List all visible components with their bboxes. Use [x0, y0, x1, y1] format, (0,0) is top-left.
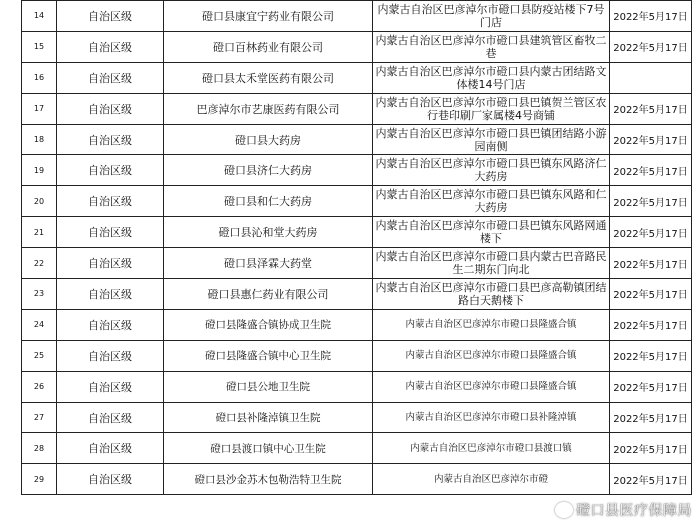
table-row [22, 62, 692, 93]
row-address: 内蒙古自治区巴彦淖尔市磴口县防疫站楼下7号门店 [373, 1, 610, 32]
row-number: 26 [22, 371, 57, 402]
row-number: 22 [22, 248, 57, 279]
row-level: 自治区级 [57, 93, 164, 124]
row-address: 内蒙古自治区巴彦淖尔市磴口县渡口镇 [373, 433, 610, 464]
table-row [22, 279, 692, 310]
table-body [22, 1, 692, 495]
row-number: 18 [22, 124, 57, 155]
row-name: 磴口县补隆淖镇卫生院 [164, 402, 373, 433]
pharmacy-list-table [21, 0, 692, 495]
row-level: 自治区级 [57, 248, 164, 279]
row-address: 内蒙古自治区巴彦淖尔市磴口县建筑管区畜牧二巷 [373, 31, 610, 62]
row-level: 自治区级 [57, 402, 164, 433]
row-date: 2022年5月17日 [610, 433, 692, 464]
table-row [22, 433, 692, 464]
table-row [22, 340, 692, 371]
table-row [22, 217, 692, 248]
row-number: 28 [22, 433, 57, 464]
row-name: 磴口县大药房 [164, 124, 373, 155]
row-number: 21 [22, 217, 57, 248]
row-level: 自治区级 [57, 31, 164, 62]
row-date: 2022年5月17日 [610, 402, 692, 433]
row-number: 15 [22, 31, 57, 62]
row-name: 巴彦淖尔市艺康医药有限公司 [164, 93, 373, 124]
row-address: 内蒙古自治区巴彦淖尔市磴口县内蒙古巴音路民生二期东门向北 [373, 248, 610, 279]
row-level: 自治区级 [57, 433, 164, 464]
row-date: 2022年5月17日 [610, 279, 692, 310]
wechat-icon [555, 502, 573, 518]
row-date: 2022年5月17日 [610, 31, 692, 62]
row-name: 磴口县公地卫生院 [164, 371, 373, 402]
row-address: 内蒙古自治区巴彦淖尔市磴口县内蒙古团结路文体楼14号门店 [373, 62, 610, 93]
row-level: 自治区级 [57, 279, 164, 310]
row-name: 磴口百林药业有限公司 [164, 31, 373, 62]
row-level: 自治区级 [57, 62, 164, 93]
row-date: 2022年5月17日 [610, 155, 692, 186]
row-level: 自治区级 [57, 217, 164, 248]
row-level: 自治区级 [57, 309, 164, 340]
row-level: 自治区级 [57, 124, 164, 155]
row-level: 自治区级 [57, 155, 164, 186]
row-address: 内蒙古自治区巴彦淖尔市磴口县巴镇贺兰管区农行巷印刷厂家属楼4号商铺 [373, 93, 610, 124]
row-level: 自治区级 [57, 371, 164, 402]
row-level: 自治区级 [57, 340, 164, 371]
row-address: 内蒙古自治区巴彦淖尔市磴口县巴镇东风路济仁大药房 [373, 155, 610, 186]
row-name: 磴口县沙金苏木包勒浩特卫生院 [164, 464, 373, 495]
table-row [22, 93, 692, 124]
table-row [22, 371, 692, 402]
row-number: 16 [22, 62, 57, 93]
table-row [22, 31, 692, 62]
table-row [22, 402, 692, 433]
row-number: 25 [22, 340, 57, 371]
table-row [22, 248, 692, 279]
row-date: 2022年5月17日 [610, 464, 692, 495]
row-number: 17 [22, 93, 57, 124]
table-row [22, 124, 692, 155]
row-name: 磴口县渡口镇中心卫生院 [164, 433, 373, 464]
table-row [22, 155, 692, 186]
row-name: 磴口县康宜宁药业有限公司 [164, 1, 373, 32]
row-date [610, 62, 692, 93]
row-number: 14 [22, 1, 57, 32]
row-address: 内蒙古自治区巴彦淖尔市磴口县补隆淖镇 [373, 402, 610, 433]
row-date: 2022年5月17日 [610, 309, 692, 340]
row-number: 24 [22, 309, 57, 340]
row-level: 自治区级 [57, 464, 164, 495]
row-number: 27 [22, 402, 57, 433]
row-level: 自治区级 [57, 186, 164, 217]
row-name: 磴口县济仁大药房 [164, 155, 373, 186]
row-name: 磴口县和仁大药房 [164, 186, 373, 217]
row-name: 磴口县隆盛合镇中心卫生院 [164, 340, 373, 371]
row-name: 磴口县惠仁药业有限公司 [164, 279, 373, 310]
row-address: 内蒙古自治区巴彦淖尔市磴口县隆盛合镇 [373, 309, 610, 340]
row-date: 2022年5月17日 [610, 371, 692, 402]
row-name: 磴口县太禾堂医药有限公司 [164, 62, 373, 93]
row-address: 内蒙古自治区巴彦淖尔市磴口县巴镇东风路网通楼下 [373, 217, 610, 248]
row-date: 2022年5月17日 [610, 93, 692, 124]
row-number: 19 [22, 155, 57, 186]
table-row [22, 309, 692, 340]
table-row [22, 186, 692, 217]
row-address: 内蒙古自治区巴彦淖尔市磴口县巴镇东风路和仁大药房 [373, 186, 610, 217]
row-name: 磴口县泽霖大药堂 [164, 248, 373, 279]
row-number: 23 [22, 279, 57, 310]
row-address: 内蒙古自治区巴彦淖尔市磴 [373, 464, 610, 495]
row-address: 内蒙古自治区巴彦淖尔市磴口县巴彦高勒镇团结路白天鹅楼下 [373, 279, 610, 310]
row-address: 内蒙古自治区巴彦淖尔市磴口县隆盛合镇 [373, 371, 610, 402]
row-date: 2022年5月17日 [610, 124, 692, 155]
row-name: 磴口县沁和堂大药房 [164, 217, 373, 248]
row-address: 内蒙古自治区巴彦淖尔市磴口县隆盛合镇 [373, 340, 610, 371]
row-name: 磴口县隆盛合镇协成卫生院 [164, 309, 373, 340]
row-date: 2022年5月17日 [610, 186, 692, 217]
row-date: 2022年5月17日 [610, 248, 692, 279]
row-number: 29 [22, 464, 57, 495]
row-address: 内蒙古自治区巴彦淖尔市磴口县巴镇团结路小游园南侧 [373, 124, 610, 155]
watermark [555, 500, 692, 520]
row-number: 20 [22, 186, 57, 217]
table-row [22, 1, 692, 32]
row-level: 自治区级 [57, 1, 164, 32]
table-row [22, 464, 692, 495]
row-date: 2022年5月17日 [610, 340, 692, 371]
row-date: 2022年5月17日 [610, 217, 692, 248]
watermark-text: 磴口县医疗保障局 [576, 503, 692, 519]
row-date: 2022年5月17日 [610, 1, 692, 32]
